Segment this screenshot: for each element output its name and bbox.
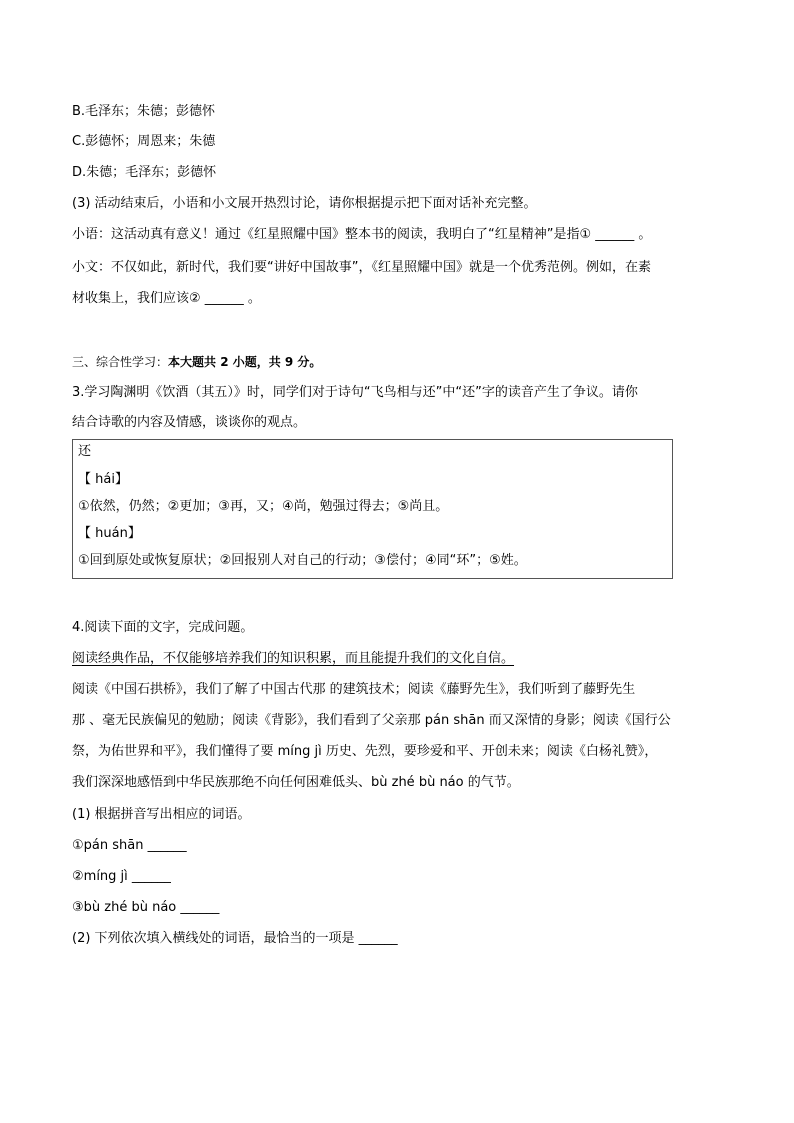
passage-line-3: 祭，为佑世界和平》，我们懂得了要 míng jì 历史、先烈，要珍爱和平、开创未来；阅读《白杨礼赞》， — [72, 744, 658, 759]
option-c: C.彭德怀；周恩来；朱德 — [72, 134, 216, 149]
reading-huan-label: 【 huán】 — [78, 526, 141, 541]
sub-question-3-prompt: (3) 活动结束后，小语和小文展开热烈讨论，请你根据提示把下面对话补充完整。 — [72, 196, 537, 211]
reading-hai-meaning: ①依然，仍然；②更加；③再，又；④尚，勉强过得去；⑤尚且。 — [78, 499, 449, 514]
pinyin-item-3: ③bù zhé bù náo ______ — [72, 900, 220, 915]
entry-character: 还 — [78, 444, 92, 459]
reading-huan-meaning: ①回到原处或恢复原状；②回报别人对自己的行动；③偿付；④同“环”；⑤姓。 — [78, 553, 527, 568]
question-4-title: 4.阅读下面的文字，完成问题。 — [72, 620, 254, 635]
passage-line-4: 我们深深地感悟到中华民族那绝不向任何困难低头、bù zhé bù náo 的气节。 — [72, 775, 520, 790]
dialogue-xiaowen-line-1: 小文：不仅如此，新时代，我们要“讲好中国故事”，《红星照耀中国》就是一个优秀范例。例如，在素 — [72, 260, 651, 275]
section-heading — [72, 353, 321, 371]
sub-question-1: (1) 根据拼音写出相应的词语。 — [72, 807, 251, 822]
option-b: B.毛泽东；朱德；彭德怀 — [72, 104, 216, 119]
section-heading-prefix: 三、综合性学习： — [72, 355, 169, 369]
passage-line-1: 阅读《中国石拱桥》，我们了解了中国古代那 的建筑技术；阅读《藤野先生》，我们听到了藤野先生 — [72, 682, 636, 697]
reading-hai-label: 【 hái】 — [78, 472, 128, 487]
dialogue-xiaoyu: 小语：这活动真有意义！通过《红星照耀中国》整本书的阅读，我明白了“红星精神”是指① ______ 。 — [72, 227, 652, 242]
question-3-line-2: 结合诗歌的内容及情感，谈谈你的观点。 — [72, 415, 307, 430]
pinyin-item-1: ①pán shān ______ — [72, 838, 187, 853]
question-3-line-1: 3.学习陶渊明《饮酒（其五）》时，同学们对于诗句“飞鸟相与还”中“还”字的读音产生了争议。请你 — [72, 385, 638, 400]
dictionary-entry-box — [72, 439, 673, 579]
passage-line-2: 那 、毫无民族偏见的勉励；阅读《背影》，我们看到了父亲那 pán shān 而又深情的身影；阅读《国行公 — [72, 713, 671, 728]
passage-underlined-sentence: 阅读经典作品，不仅能够培养我们的知识积累，而且能提升我们的文化自信。 — [72, 651, 515, 666]
pinyin-item-2: ②míng jì ______ — [72, 869, 171, 884]
dialogue-xiaowen-line-2: 材收集上，我们应该② ______ 。 — [72, 291, 261, 306]
option-d: D.朱德；毛泽东；彭德怀 — [72, 165, 217, 180]
section-heading-detail: 本大题共 2 小题，共 9 分。 — [168, 355, 322, 369]
sub-question-2: (2) 下列依次填入横线处的词语，最恰当的一项是 ______ — [72, 931, 398, 946]
